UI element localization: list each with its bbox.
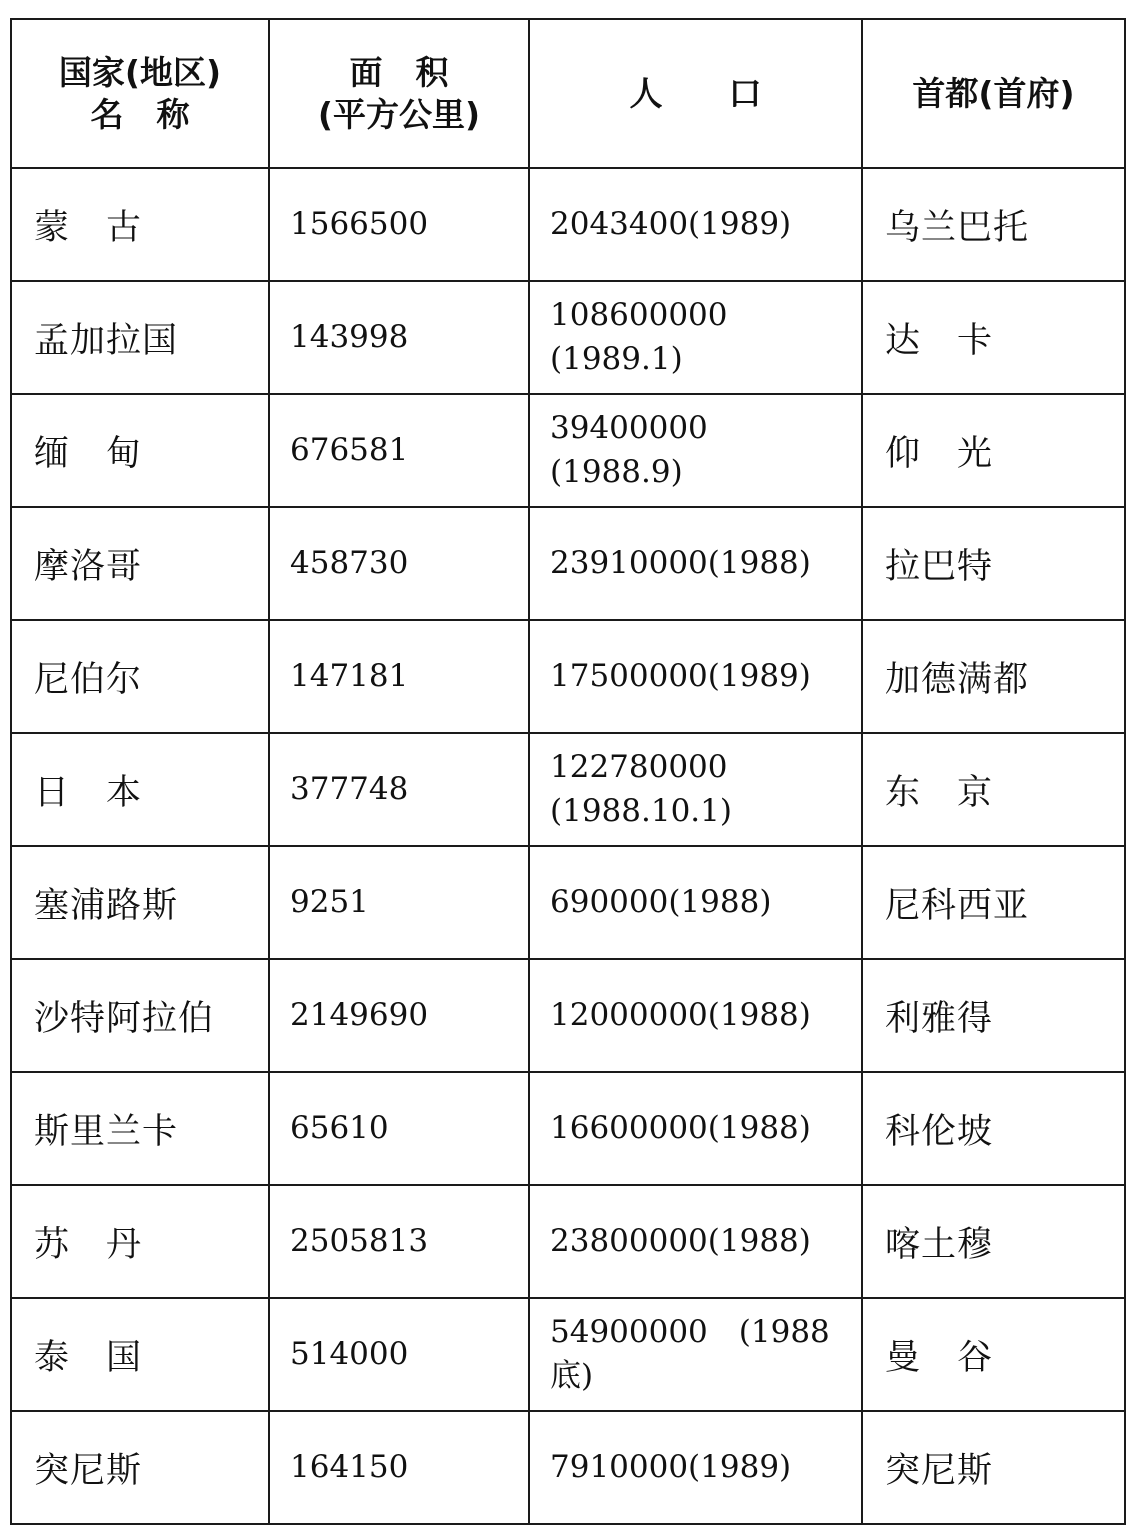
country-name-cell: 突尼斯 bbox=[11, 1411, 269, 1524]
area-cell: 2149690 bbox=[269, 959, 529, 1072]
population-cell bbox=[529, 168, 862, 281]
population-line: (1988.9) bbox=[550, 453, 683, 490]
country-table bbox=[10, 18, 1126, 1525]
population-cell bbox=[529, 959, 862, 1072]
population-line: 17500000(1989) bbox=[550, 657, 811, 694]
population-line: 108600000 bbox=[550, 297, 728, 334]
table-row bbox=[11, 394, 1125, 507]
country-name-cell: 孟加拉国 bbox=[11, 281, 269, 394]
country-name-cell: 摩洛哥 bbox=[11, 507, 269, 620]
table-row bbox=[11, 281, 1125, 394]
capital-cell: 利雅得 bbox=[862, 959, 1125, 1072]
capital-cell: 东 京 bbox=[862, 733, 1125, 846]
capital-cell: 科伦坡 bbox=[862, 1072, 1125, 1185]
population-cell bbox=[529, 846, 862, 959]
population-cell bbox=[529, 1072, 862, 1185]
country-name-cell: 斯里兰卡 bbox=[11, 1072, 269, 1185]
header-capital: 首都(首府) bbox=[862, 19, 1125, 168]
country-name-cell: 日 本 bbox=[11, 733, 269, 846]
capital-cell: 喀土穆 bbox=[862, 1185, 1125, 1298]
population-line: 39400000 bbox=[550, 410, 708, 447]
area-cell: 9251 bbox=[269, 846, 529, 959]
population-cell bbox=[529, 620, 862, 733]
table-row bbox=[11, 846, 1125, 959]
population-line: 690000(1988) bbox=[550, 883, 772, 920]
country-name-cell: 缅 甸 bbox=[11, 394, 269, 507]
area-cell: 458730 bbox=[269, 507, 529, 620]
capital-cell: 尼科西亚 bbox=[862, 846, 1125, 959]
population-cell bbox=[529, 507, 862, 620]
capital-cell: 突尼斯 bbox=[862, 1411, 1125, 1524]
capital-cell: 达 卡 bbox=[862, 281, 1125, 394]
country-name-cell: 尼伯尔 bbox=[11, 620, 269, 733]
country-name-cell: 塞浦路斯 bbox=[11, 846, 269, 959]
population-line: 23910000(1988) bbox=[550, 544, 811, 581]
country-name-cell: 苏 丹 bbox=[11, 1185, 269, 1298]
population-line: 2043400(1989) bbox=[550, 205, 792, 242]
table-row bbox=[11, 959, 1125, 1072]
table-row bbox=[11, 620, 1125, 733]
area-cell: 1566500 bbox=[269, 168, 529, 281]
table-row bbox=[11, 1411, 1125, 1524]
area-cell: 164150 bbox=[269, 1411, 529, 1524]
capital-cell: 加德满都 bbox=[862, 620, 1125, 733]
capital-cell: 乌兰巴托 bbox=[862, 168, 1125, 281]
population-cell bbox=[529, 394, 862, 507]
area-cell: 676581 bbox=[269, 394, 529, 507]
country-name-cell: 泰 国 bbox=[11, 1298, 269, 1411]
population-line: (1989.1) bbox=[550, 340, 683, 377]
country-name-cell: 蒙 古 bbox=[11, 168, 269, 281]
area-cell: 147181 bbox=[269, 620, 529, 733]
population-line: 底) bbox=[550, 1357, 594, 1394]
header-country-name: 国家(地区) 名 称 bbox=[11, 19, 269, 168]
population-line: 7910000(1989) bbox=[550, 1448, 792, 1485]
area-cell: 2505813 bbox=[269, 1185, 529, 1298]
capital-cell: 曼 谷 bbox=[862, 1298, 1125, 1411]
capital-cell: 拉巴特 bbox=[862, 507, 1125, 620]
population-line: 12000000(1988) bbox=[550, 996, 811, 1033]
table-row bbox=[11, 733, 1125, 846]
capital-cell: 仰 光 bbox=[862, 394, 1125, 507]
population-cell bbox=[529, 733, 862, 846]
population-line: 23800000(1988) bbox=[550, 1222, 811, 1259]
header-population: 人 口 bbox=[529, 19, 862, 168]
population-cell bbox=[529, 1298, 862, 1411]
population-cell bbox=[529, 1185, 862, 1298]
area-cell: 377748 bbox=[269, 733, 529, 846]
population-line: 54900000 (1988 bbox=[550, 1314, 830, 1351]
table-row bbox=[11, 507, 1125, 620]
population-line: (1988.10.1) bbox=[550, 792, 732, 829]
table-row bbox=[11, 1072, 1125, 1185]
population-line: 122780000 bbox=[550, 749, 728, 786]
table-row bbox=[11, 168, 1125, 281]
header-row bbox=[11, 19, 1125, 168]
area-cell: 65610 bbox=[269, 1072, 529, 1185]
population-line: 16600000(1988) bbox=[550, 1109, 811, 1146]
area-cell: 143998 bbox=[269, 281, 529, 394]
table-row bbox=[11, 1185, 1125, 1298]
area-cell: 514000 bbox=[269, 1298, 529, 1411]
population-cell bbox=[529, 281, 862, 394]
header-area: 面 积 (平方公里) bbox=[269, 19, 529, 168]
country-name-cell: 沙特阿拉伯 bbox=[11, 959, 269, 1072]
population-cell bbox=[529, 1411, 862, 1524]
table-row bbox=[11, 1298, 1125, 1411]
